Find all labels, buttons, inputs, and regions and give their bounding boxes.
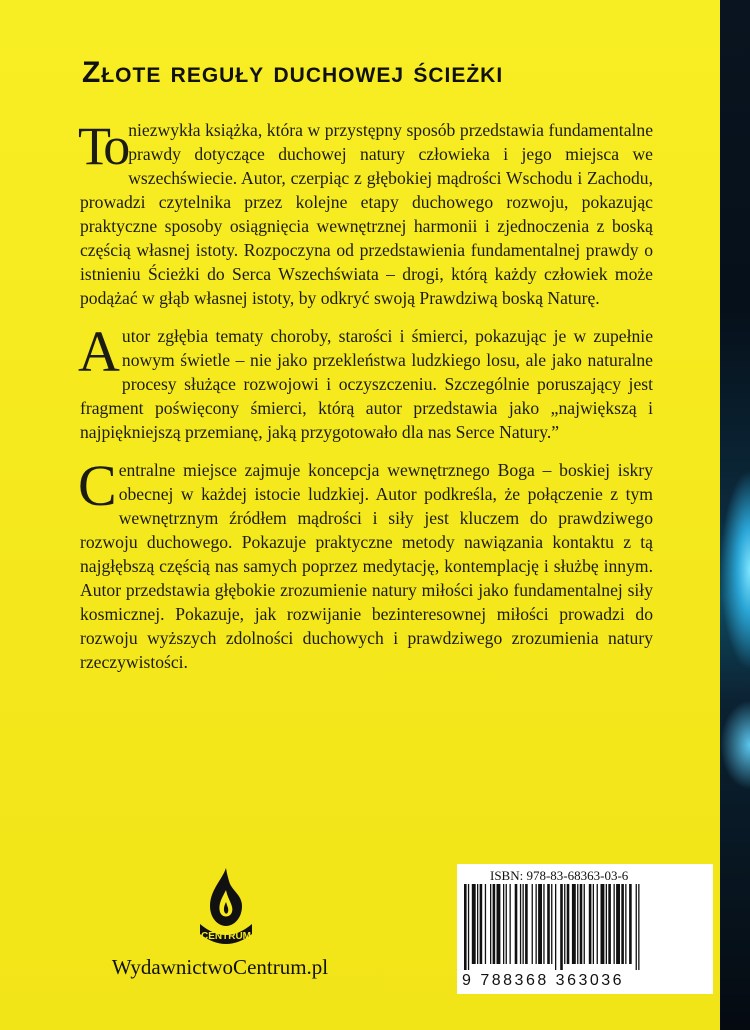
barcode-bar [472, 884, 476, 964]
barcode-bar [625, 884, 626, 964]
barcode-bar [520, 884, 521, 964]
barcode-bar [560, 884, 563, 970]
barcode-bar [510, 884, 511, 964]
blurb [80, 118, 653, 688]
spine-glow [720, 470, 750, 670]
barcode-bar [555, 884, 556, 970]
barcode-bar [572, 884, 576, 964]
barcode-bar [577, 884, 578, 964]
paragraph-text: entralne miejsce zajmuje koncepcja wewnętrznego Boga – boskiej iskry obecnej w każdej istocie ludzkiej. Autor podkreśla, że połączenie z tym wewnętrznym źródłem mądrości i siły jest kluczem do prawdziwego rozwoju duchowego. Pokazuje praktyczne metody nawiązania kontaktu z tą najgłębszą częścią nas samych poprzez medytację, kontemplację i służbę innym. Autor przedstawia głębokie zrozumienie natury miłości jako fundamentalnej siły kosmicznej. Pokazuje, jak rozwijanie bezinteresownej miłości prowadzi do rozwoju wyższych zdolności duchowych i prawdziwego zrozumienia natury rzeczywistości. [80, 460, 653, 672]
barcode-bar [497, 884, 501, 964]
barcode-bar [538, 884, 542, 964]
paragraph-3 [78, 453, 653, 674]
barcode-bar [601, 884, 605, 964]
barcode-bar [593, 884, 594, 964]
barcode-bar [616, 884, 620, 964]
barcode-bar [477, 884, 478, 964]
paragraph-2 [78, 319, 653, 444]
barcode-bar [621, 884, 624, 964]
barcode-bar [584, 884, 585, 964]
barcode-bar [638, 884, 639, 970]
barcode [460, 884, 710, 972]
barcode-bar [485, 884, 486, 964]
barcode-bar [580, 884, 583, 964]
centrum-logo [196, 866, 256, 948]
barcode-bar [564, 884, 565, 964]
logo-text: CENTRUM [201, 931, 251, 942]
dropcap: A [78, 319, 120, 384]
publisher-url: WydawnictwoCentrum.pl [111, 955, 329, 979]
barcode-bar [629, 884, 632, 964]
dropcap: To [78, 116, 127, 176]
barcode-bar [606, 884, 607, 964]
barcode-bar [547, 884, 550, 964]
barcode-bar [468, 884, 469, 970]
paragraph-1 [80, 118, 653, 310]
book-title: Złote reguły duchowej ścieżki [82, 56, 504, 89]
barcode-bar [608, 884, 611, 964]
isbn-label: ISBN: 978-83-68363-03-6 [490, 868, 629, 883]
barcode-bar [551, 884, 552, 964]
barcode-digits: 9 788368 363036 [462, 972, 625, 989]
barcode-bar [464, 884, 467, 970]
barcode-bar [543, 884, 544, 964]
paragraph-text: niezwykła książka, która w przystępny sposób przedstawia fundamentalne prawdy dotyczące duchowej natury człowieka i jego miejsca we wszechświecie. Autor, czerpiąc z głębokiej mądrości Wschodu i Zachodu, prowadzi czytelnika przez kolejne etapy duchowego rozwoju, pokazując praktyczne sposoby osiągnięcia wewnętrznej harmonii i zjednoczenia z boską częścią własnej istoty. Rozpoczyna od przedstawienia fundamentalnej prawdy o istnieniu Ścieżki do Serca Wszechświata – drogi, którą każdy człowiek może podążać w głąb własnej istoty, by odkryć swoją Prawdziwą boską Naturę. [80, 120, 653, 308]
barcode-bar [636, 884, 637, 970]
barcode-bar [567, 884, 570, 964]
spine-glow-lower [720, 700, 750, 790]
flame-drop-icon [196, 866, 256, 948]
book-spine [720, 0, 750, 1030]
barcode-bar [515, 884, 518, 964]
barcode-bar [597, 884, 598, 964]
barcode-bar [523, 884, 524, 964]
paragraph-text: utor zgłębia tematy choroby, starości i śmierci, pokazując je w zupełnie nowym świetle – nie jako przekleństwa ludzkiego losu, ale jako naturalne procesy służące rozwojowi i oczyszczeniu. Szczególnie poruszający jest fragment poświęcony śmierci, którą autor przedstawia jako „największą i najpiękniejszą przemianę, jaką przygotowało dla nas Serce Natury.” [80, 326, 653, 442]
barcode-bar [532, 884, 533, 964]
dropcap: C [78, 453, 117, 518]
barcode-bar [503, 884, 504, 964]
barcode-bar [480, 884, 483, 964]
barcode-bar [589, 884, 592, 964]
barcode-bar [536, 884, 537, 964]
barcode-bar [490, 884, 491, 964]
barcode-bar [614, 884, 615, 964]
barcode-bar [525, 884, 528, 964]
barcode-bar [493, 884, 496, 964]
barcode-bar [506, 884, 507, 964]
